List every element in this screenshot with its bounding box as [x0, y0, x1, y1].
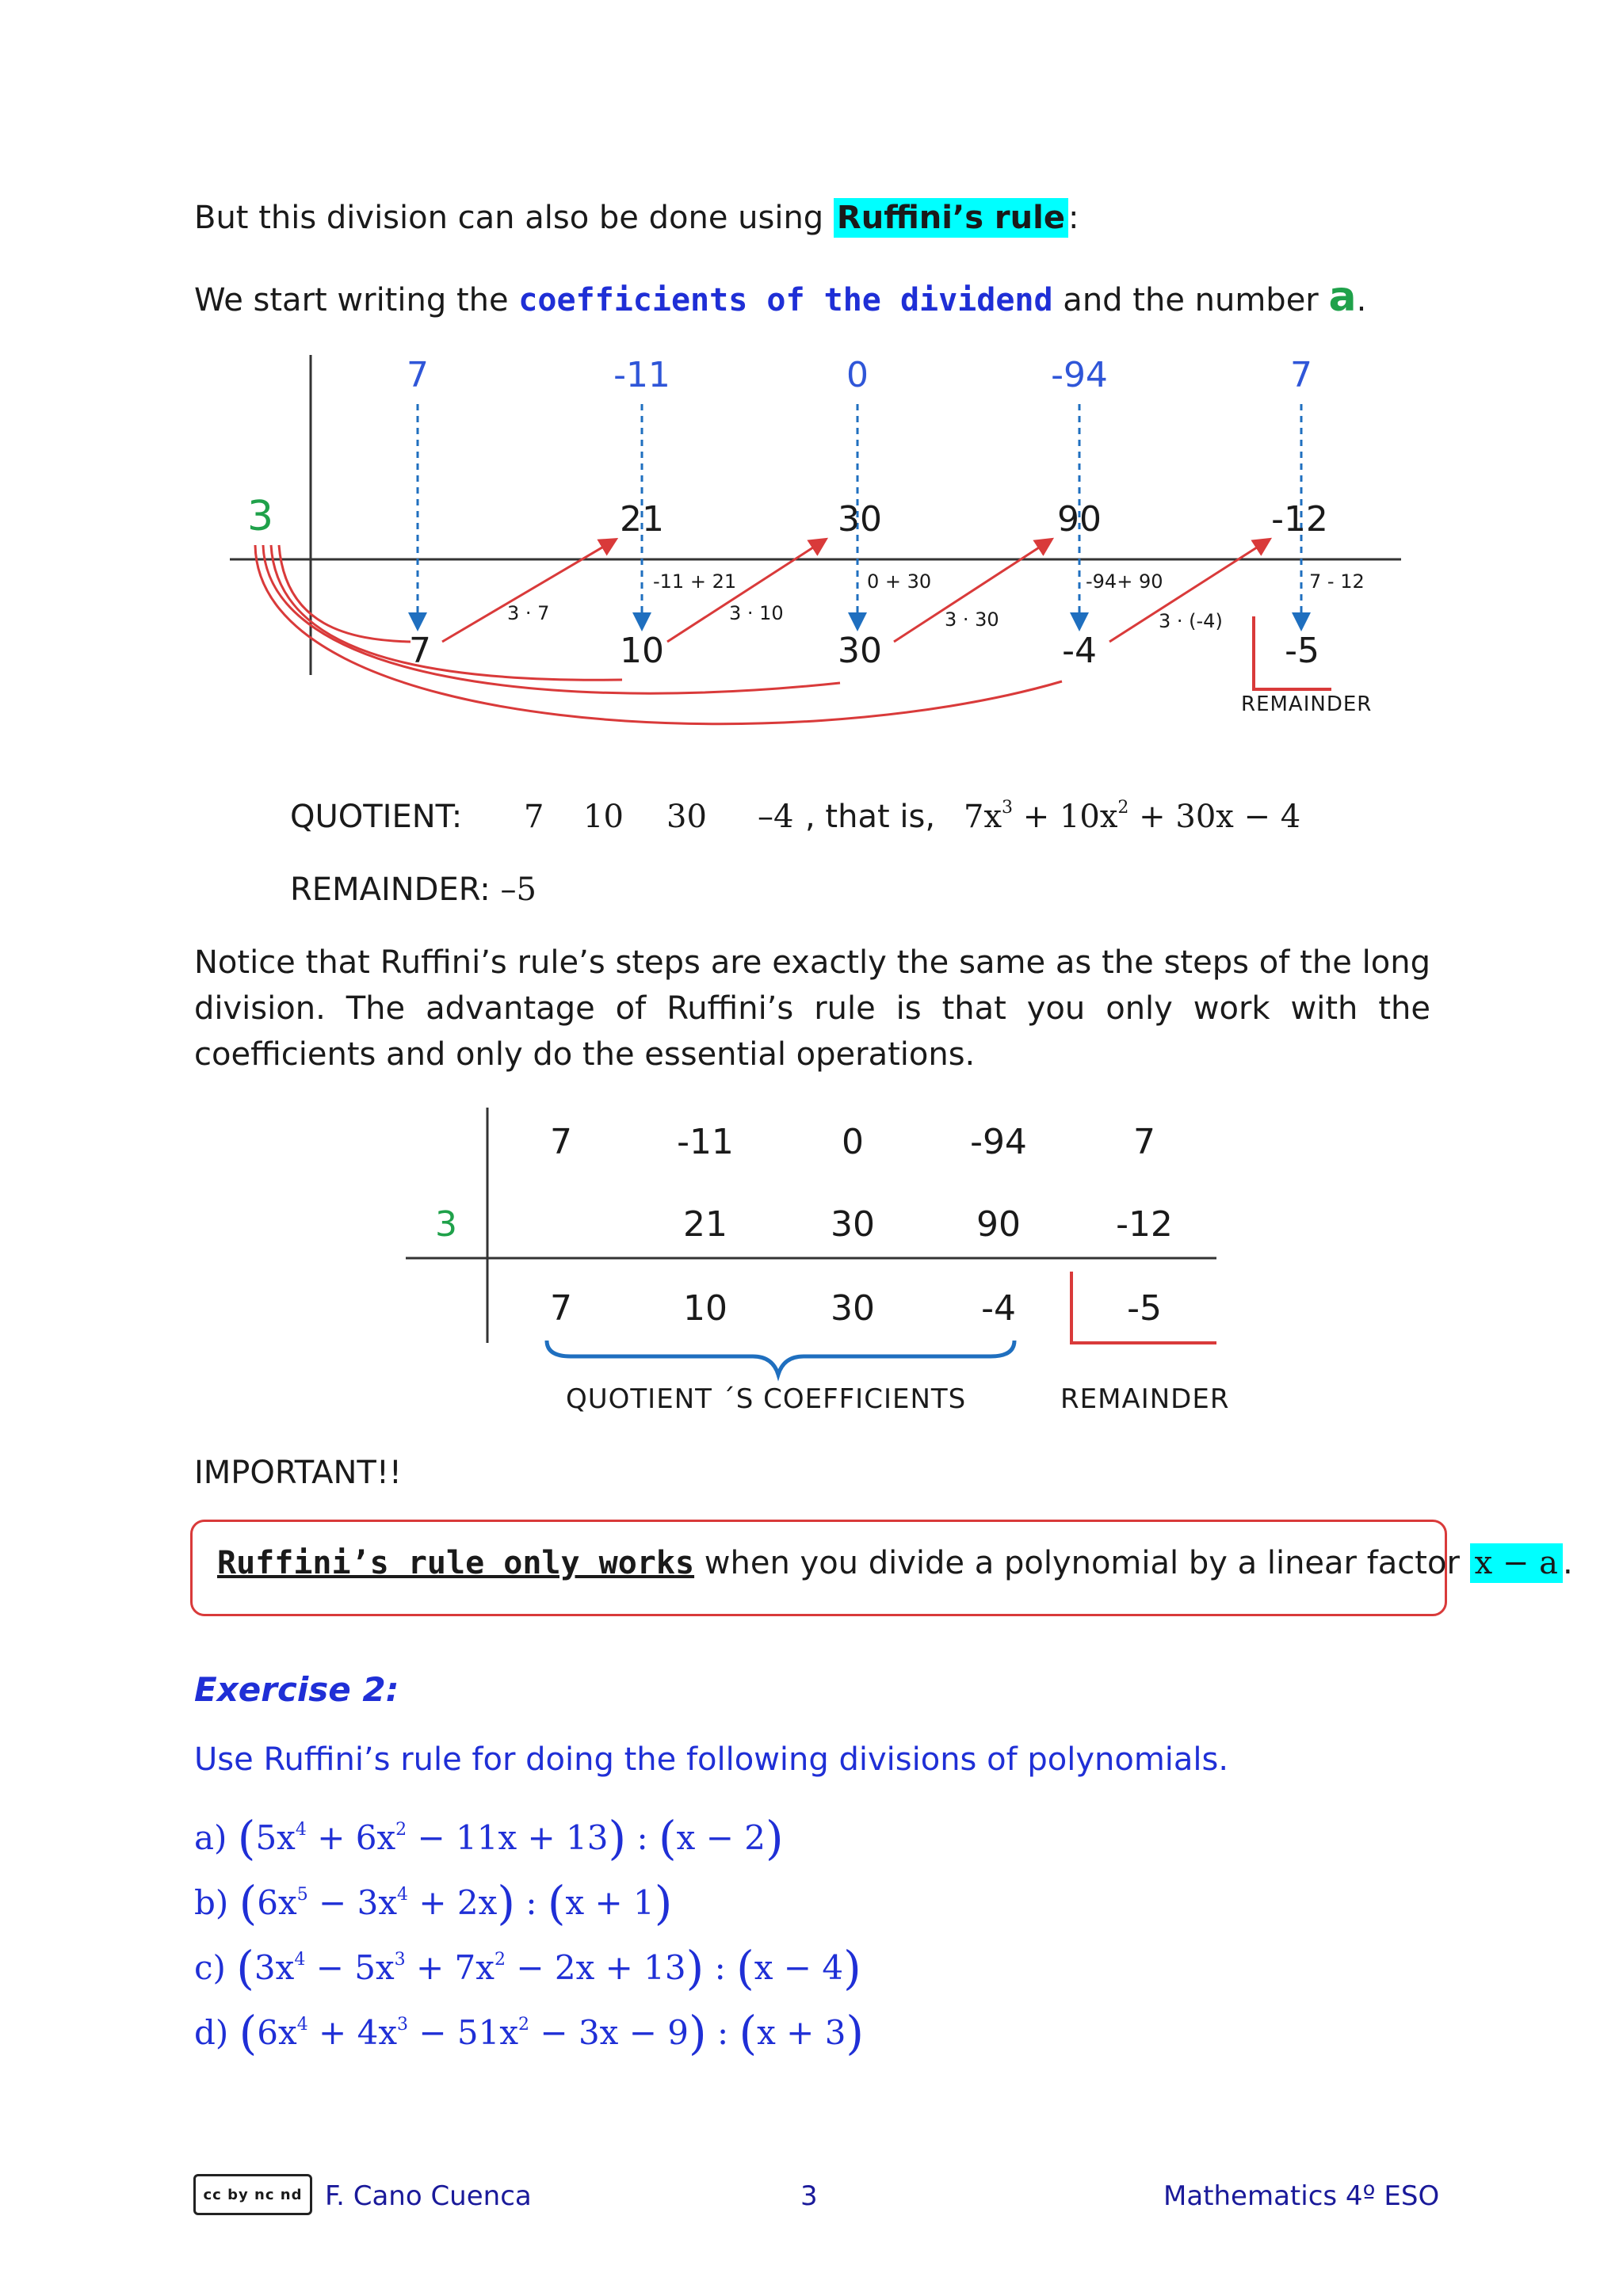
item-label: d)	[194, 2013, 229, 2052]
exp: 3	[397, 2015, 409, 2035]
middle-value: 90	[1057, 499, 1102, 540]
table-coef: 0	[842, 1122, 864, 1162]
top-coef: -94	[1051, 355, 1108, 395]
term: + 7x	[405, 1948, 495, 1987]
bottom-value: 10	[620, 631, 664, 671]
table-a-value: 3	[435, 1204, 457, 1245]
cc-license-icon	[193, 2174, 312, 2215]
term: + 2x	[408, 1883, 498, 1922]
paren-close: )	[843, 1941, 861, 1995]
quotient-coef: 7	[524, 799, 544, 835]
quotient-caption: QUOTIENT ´S COEFFICIENTS	[566, 1383, 967, 1415]
bottom-value: 30	[838, 631, 882, 671]
cc-badge-text: cc by nc nd	[203, 2186, 303, 2203]
poly-term: + 30x − 4	[1128, 799, 1301, 835]
quotient-coef: –4	[758, 799, 794, 835]
paren-close: )	[654, 1876, 673, 1930]
table-result: -4	[981, 1288, 1016, 1329]
paren-close: )	[497, 1876, 515, 1930]
top-coef: 7	[1290, 355, 1312, 395]
footer-page-number: 3	[800, 2180, 818, 2212]
remainder-value: –5	[500, 871, 537, 908]
term: 5x	[255, 1818, 296, 1857]
intro-period: .	[1356, 282, 1367, 318]
multiply-label: 3 · 10	[729, 602, 784, 624]
term: 3x	[254, 1948, 295, 1987]
item-label: a)	[194, 1818, 227, 1857]
coefficients-highlight: coefficients of the dividend	[518, 282, 1053, 318]
diagram-a-value: 3	[247, 493, 274, 540]
term: + 4x	[307, 2013, 398, 2052]
exercise-item-d: d) $(6x^4 + 4x^3 - 51x^2 - 3x - 9)$ : (x + 3)	[194, 2006, 865, 2060]
term: − 11x + 13	[407, 1818, 609, 1857]
remainder-caption: REMAINDER	[1060, 1383, 1230, 1415]
remainder-line-label: REMAINDER:	[290, 871, 491, 908]
paren-close: )	[685, 1941, 705, 1995]
exp: 2	[518, 2015, 530, 2035]
exp: 2	[494, 1950, 506, 1970]
term: 6x	[257, 1883, 297, 1922]
quotient-label: QUOTIENT:	[290, 799, 463, 835]
paren-open: (	[239, 2006, 258, 2060]
item-label: c)	[194, 1948, 226, 1987]
term: − 5x	[305, 1948, 395, 1987]
exp: 4	[294, 1950, 306, 1970]
add-label: 7 - 12	[1309, 570, 1365, 593]
linear-factor-highlight: x − a	[1470, 1543, 1563, 1583]
exp: 4	[397, 1885, 409, 1905]
table-coef: -94	[970, 1122, 1027, 1162]
table-result: 30	[831, 1288, 875, 1329]
paren-open: (	[736, 1941, 754, 1995]
rule-period: .	[1562, 1545, 1573, 1581]
paren-open: (	[659, 1811, 677, 1865]
top-coef: -11	[613, 355, 670, 395]
add-label: -94+ 90	[1086, 570, 1163, 593]
paren-open: (	[739, 2006, 758, 2060]
paren-close: )	[765, 1811, 784, 1865]
middle-value: 30	[838, 499, 882, 540]
intro-text: But this division can also be done using	[194, 200, 834, 236]
table-middle: 30	[831, 1204, 875, 1245]
middle-value: -12	[1271, 499, 1328, 540]
poly-exponent: 2	[1117, 798, 1129, 818]
bottom-remainder: -5	[1285, 631, 1319, 671]
top-coef: 0	[846, 355, 869, 395]
that-is-text: , that is,	[805, 799, 936, 835]
term: − 3x	[307, 1883, 398, 1922]
footer-course: Mathematics 4º ESO	[1163, 2180, 1440, 2212]
notice-paragraph: Notice that Ruffini’s rule’s steps are exactly the same as the steps of the long division. The advantage of Ruffini’s rule is that you only work with the coefficients and only do the essential operations.	[194, 944, 1430, 1073]
divisor: x + 3	[757, 2013, 846, 2052]
exercise-instruction: Use Ruffini’s rule for doing the following divisions of polynomials.	[194, 1741, 1229, 1778]
middle-value: 21	[620, 499, 664, 540]
important-heading: IMPORTANT!!	[194, 1455, 402, 1491]
rule-emphasis: Ruffini’s rule only works	[217, 1545, 695, 1581]
term: − 51x	[408, 2013, 519, 2052]
add-label: -11 + 21	[653, 570, 737, 593]
term: − 3x − 9	[529, 2013, 689, 2052]
exercise-title: Exercise 2:	[194, 1670, 399, 1709]
quotient-coef: 10	[583, 799, 624, 835]
rule-text: when you divide a polynomial by a linear factor	[694, 1545, 1470, 1581]
table-middle: 90	[976, 1204, 1021, 1245]
remainder-label: REMAINDER	[1241, 692, 1373, 716]
item-label: b)	[194, 1883, 229, 1922]
quotient-coef: 30	[666, 799, 707, 835]
number-a: a	[1328, 273, 1357, 321]
add-label: 0 + 30	[867, 570, 932, 593]
table-coef: 7	[1133, 1122, 1155, 1162]
table-remainder: -5	[1127, 1288, 1162, 1329]
paren-close: )	[608, 1811, 627, 1865]
poly-term: + 10x	[1013, 799, 1118, 835]
bottom-value: 7	[409, 631, 431, 671]
intro-text-3: and the number	[1052, 282, 1329, 318]
top-coef: 7	[407, 355, 429, 395]
bottom-value: -4	[1062, 631, 1097, 671]
table-coef: 7	[550, 1122, 572, 1162]
multiply-label: 3 · 30	[945, 608, 999, 631]
paren-open: (	[237, 1811, 256, 1865]
paren-open: (	[547, 1876, 566, 1930]
paren-close: )	[688, 2006, 707, 2060]
ruffini-rule-highlight: Ruffini’s rule	[834, 198, 1068, 238]
multiply-label: 3 · 7	[507, 602, 550, 624]
term: 6x	[257, 2013, 297, 2052]
divisor: x − 2	[676, 1818, 766, 1857]
exercise-item-b: b) $(6x^5 - 3x^4 + 2x)$ : (x + 1)	[194, 1876, 673, 1930]
intro-colon: :	[1067, 200, 1079, 236]
exercise-item-c: c) $(3x^4 - 5x^3 + 7x^2 - 2x + 13)$ : (x − 4)	[194, 1941, 861, 1995]
term: − 2x + 13	[505, 1948, 686, 1987]
exp: 5	[296, 1885, 308, 1905]
exp: 4	[295, 1820, 307, 1840]
exp: 3	[394, 1950, 406, 1970]
divisor: x + 1	[565, 1883, 655, 1922]
divisor: x − 4	[754, 1948, 844, 1987]
intro-text-2: We start writing the	[194, 282, 519, 318]
table-result: 10	[683, 1288, 727, 1329]
multiply-label: 3 · (-4)	[1159, 610, 1223, 632]
paren-open: (	[239, 1876, 258, 1930]
poly-term: 7x	[964, 799, 1002, 835]
footer-author: F. Cano Cuenca	[325, 2180, 532, 2212]
quotient-brace	[547, 1341, 1014, 1375]
poly-exponent: 3	[1002, 798, 1014, 818]
table-middle: -12	[1116, 1204, 1173, 1245]
important-rule	[217, 1540, 1573, 1586]
table-middle: 21	[683, 1204, 727, 1245]
paren-close: )	[846, 2006, 865, 2060]
table-result: 7	[550, 1288, 572, 1329]
term: + 6x	[306, 1818, 396, 1857]
exp: 4	[296, 2015, 308, 2035]
exercise-item-a: a) $(5x^4 + 6x^2 - 11x + 13)$ : (x − 2)	[194, 1811, 784, 1865]
paren-open: (	[236, 1941, 254, 1995]
exp: 2	[395, 1820, 407, 1840]
table-coef: -11	[677, 1122, 734, 1162]
